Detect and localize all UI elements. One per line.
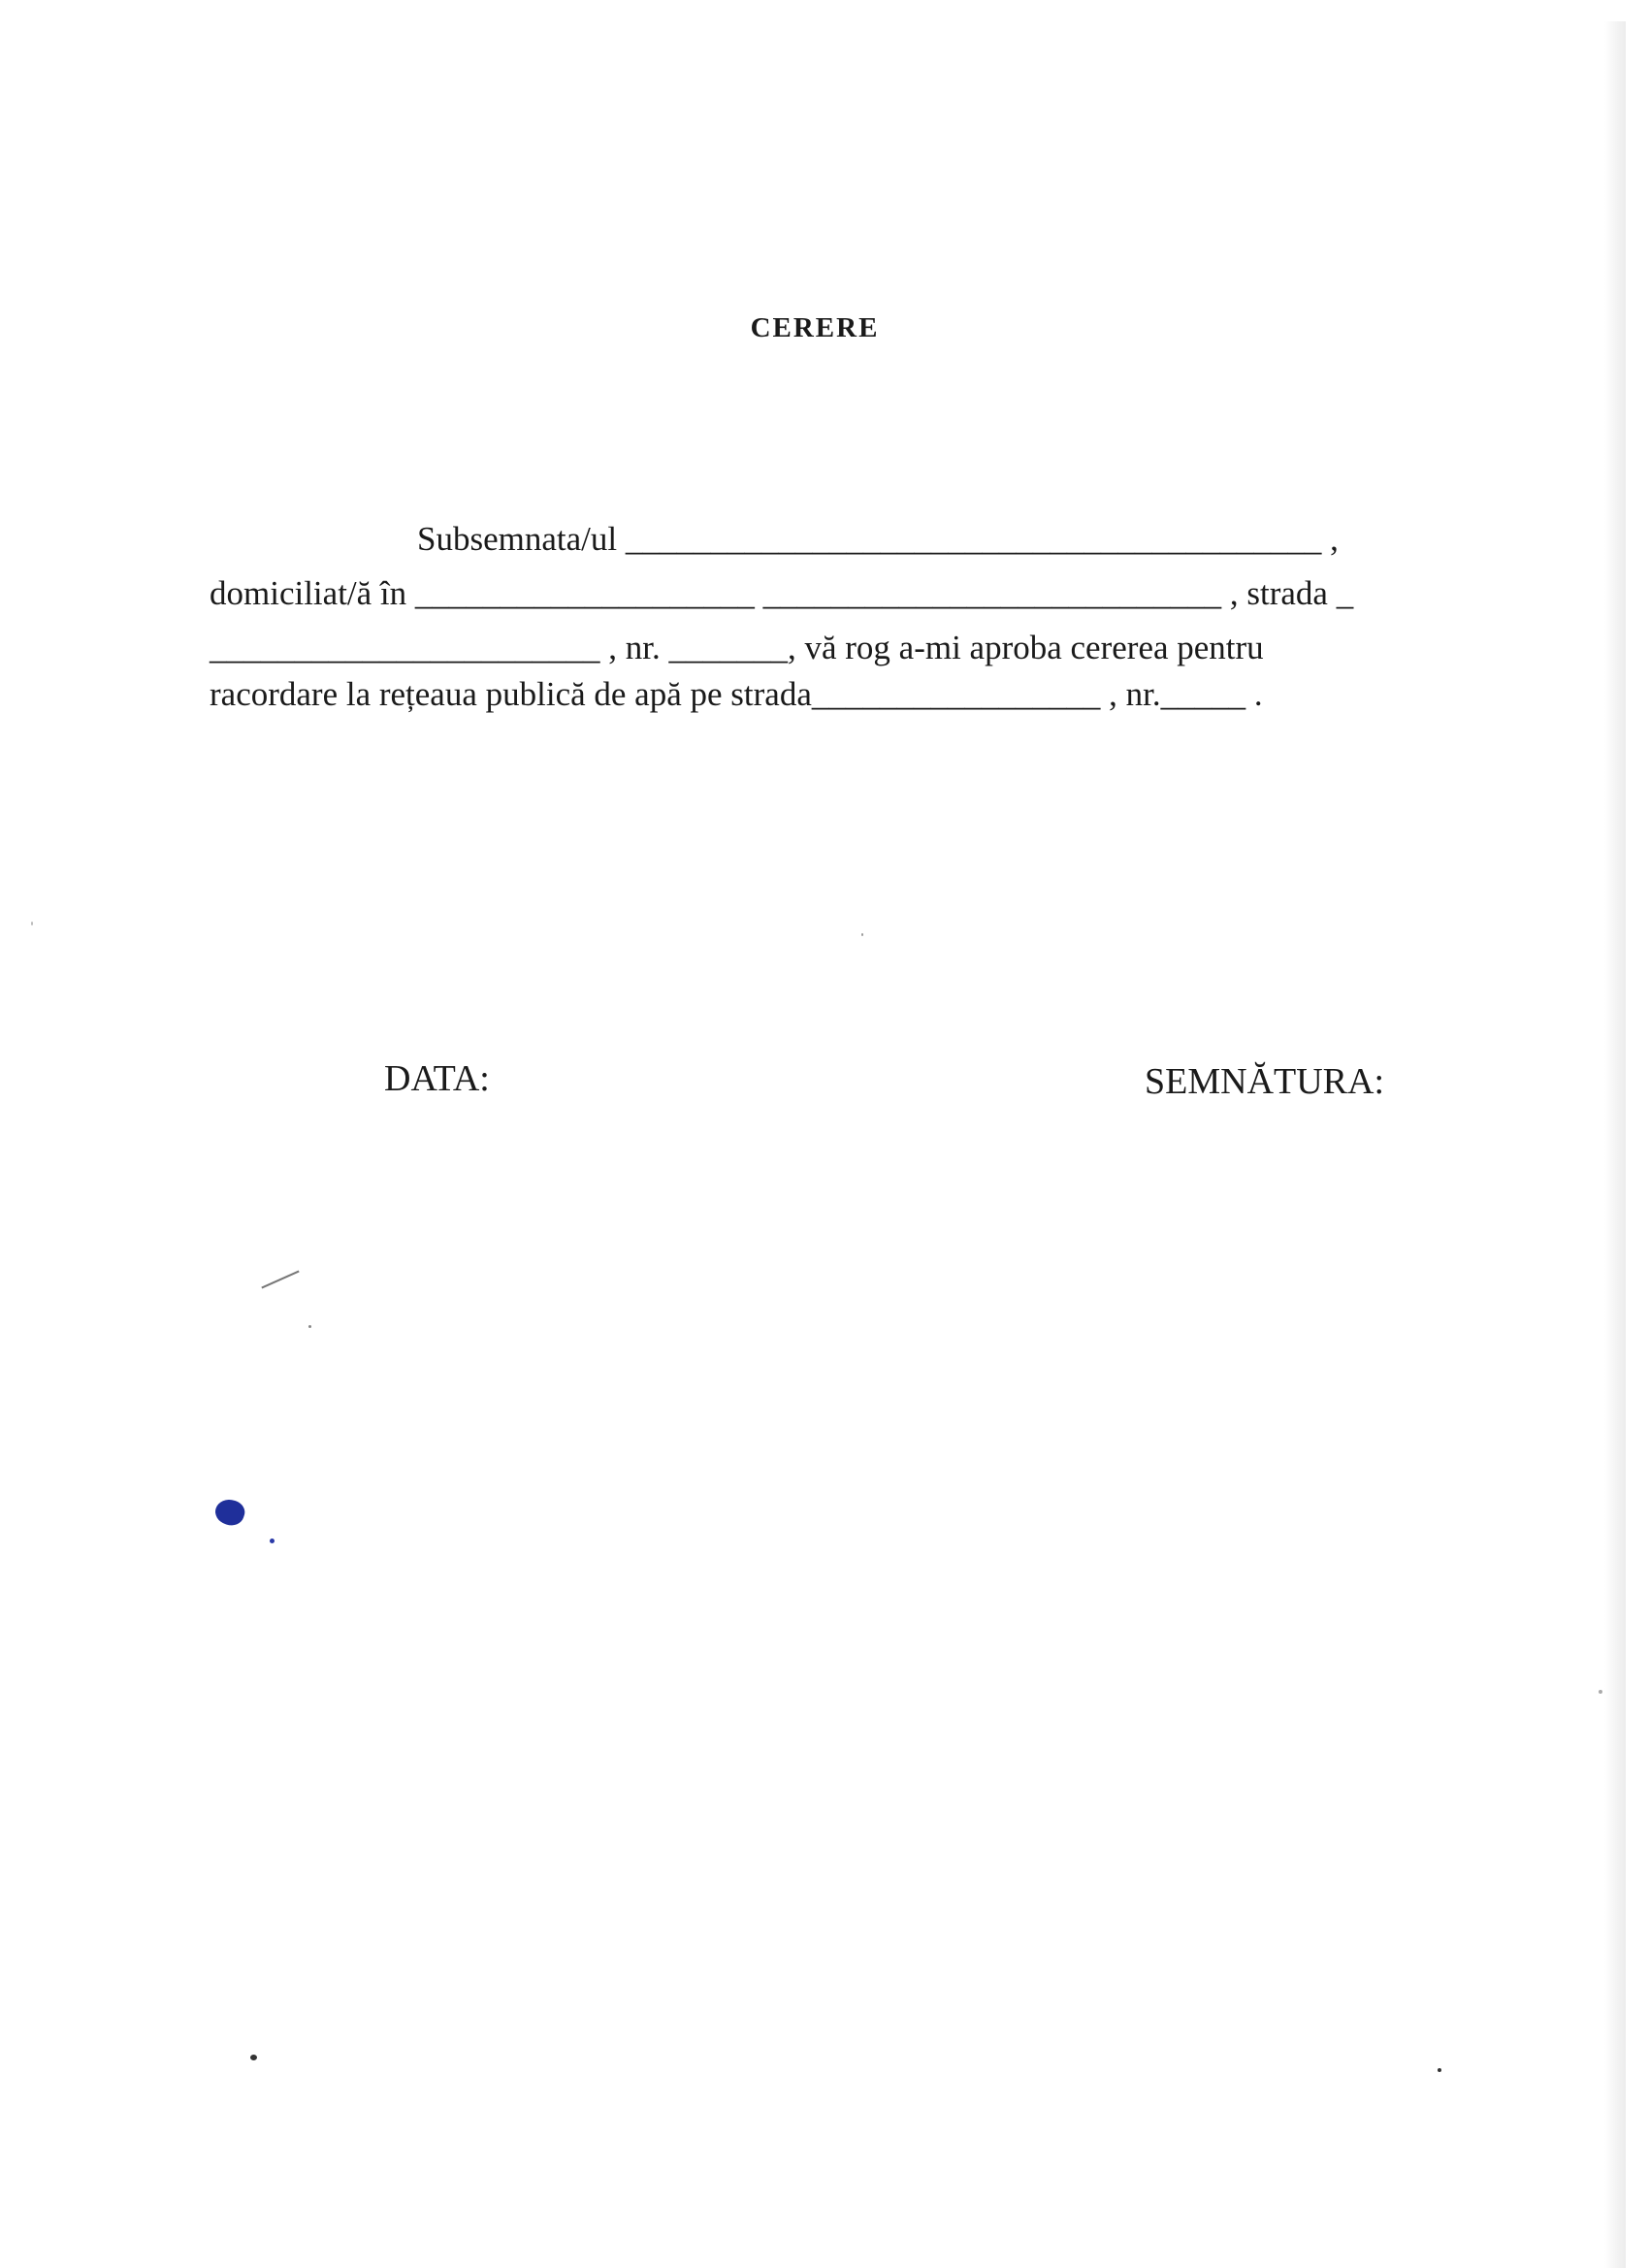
scan-scratch-mark	[261, 1271, 299, 1289]
ink-blot	[212, 1496, 248, 1529]
scan-speck	[250, 2055, 257, 2060]
date-label: DATA:	[384, 1058, 490, 1099]
scan-edge-shadow	[1604, 21, 1626, 2268]
body-line-1: Subsemnata/ul _________________________________________ ,	[417, 520, 1339, 558]
ink-dot	[270, 1539, 275, 1543]
body-line-4: racordare la rețeaua publică de apă pe strada_________________ , nr._____ .	[210, 675, 1263, 713]
signature-label: SEMNĂTURA:	[1145, 1061, 1385, 1102]
document-title: CERERE	[750, 312, 880, 343]
scan-speck	[31, 922, 33, 925]
scan-speck	[861, 933, 863, 936]
body-line-2: domiciliat/ă în ____________________ ___________________________ , strada _	[210, 574, 1354, 612]
scan-speck	[1599, 1690, 1602, 1694]
scan-speck	[308, 1325, 311, 1328]
scan-speck	[1438, 2068, 1441, 2072]
body-line-3: _______________________ , nr. _______, vă rog a-mi aproba cererea pentru	[210, 629, 1264, 666]
